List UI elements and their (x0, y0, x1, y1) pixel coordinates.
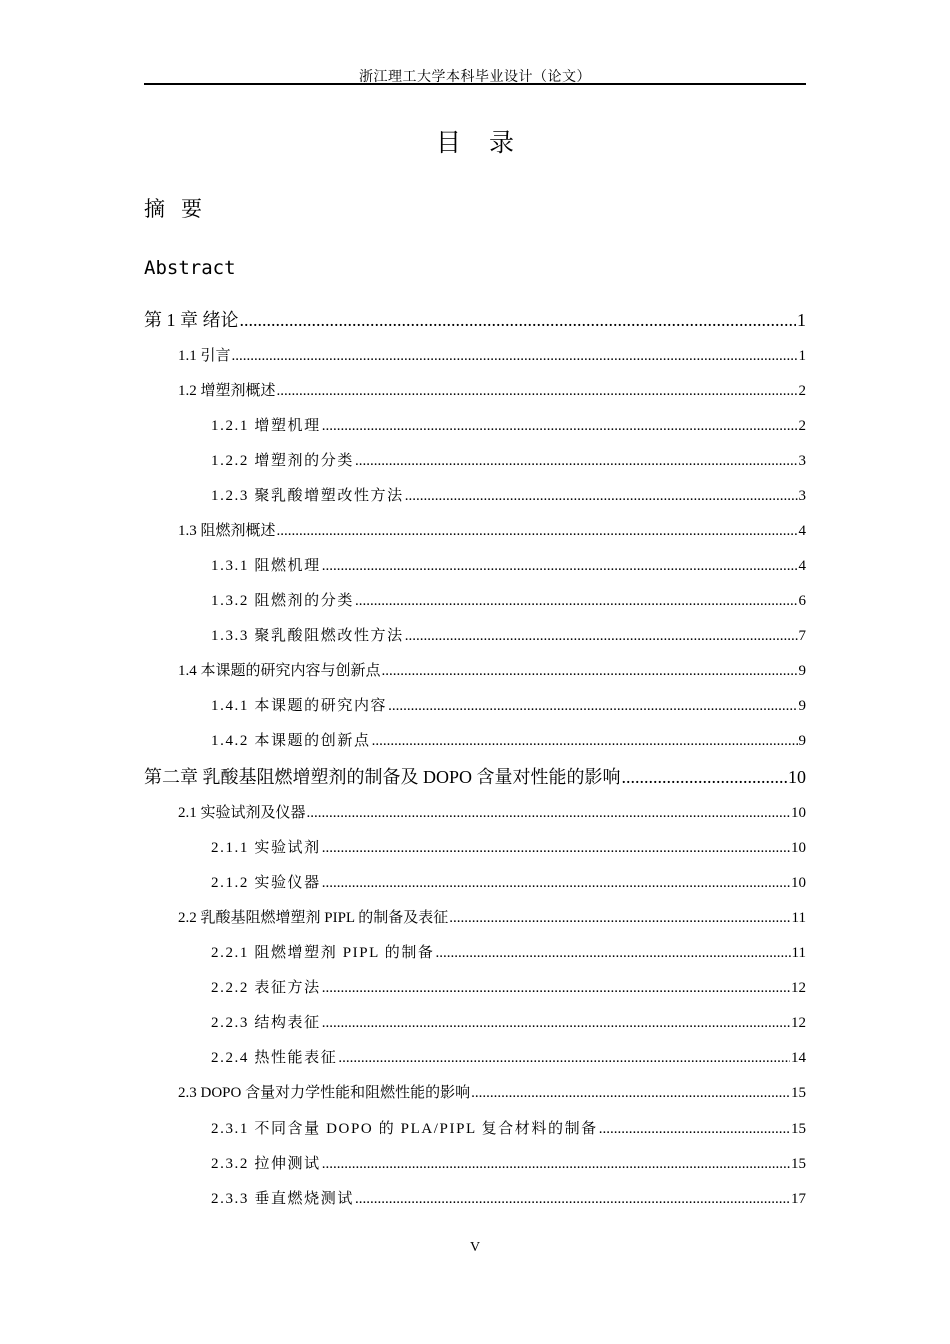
toc-abstract-cn[interactable]: 摘要 (144, 197, 218, 221)
toc-entry-title: 1.2.3 聚乳酸增塑改性方法 (211, 488, 404, 504)
header-rule (144, 83, 806, 85)
toc-entry-page: 4 (798, 558, 806, 574)
toc-entry-title: 1.3.3 聚乳酸阻燃改性方法 (211, 628, 404, 644)
toc-entry-page: 9 (798, 663, 806, 679)
toc-dot-leader (355, 593, 798, 610)
toc-entry[interactable] (211, 414, 806, 435)
toc-dot-leader (338, 1050, 790, 1067)
toc-entry[interactable] (178, 801, 806, 822)
toc-entry[interactable] (211, 624, 806, 645)
toc-dot-leader (232, 348, 798, 365)
toc-entry[interactable] (211, 554, 806, 575)
toc-dot-leader (436, 945, 791, 962)
toc-entry-title: 1.4.1 本课题的研究内容 (211, 698, 388, 714)
toc-entry-page: 10 (791, 875, 806, 891)
toc-entry[interactable] (178, 379, 806, 400)
toc-dot-leader (405, 628, 798, 645)
toc-entry[interactable] (211, 1011, 806, 1032)
toc-entry-title: 1.2 增塑剂概述 (178, 383, 276, 399)
toc-entry[interactable] (211, 1187, 806, 1208)
toc-entry-page: 11 (791, 945, 806, 961)
toc-dot-leader (322, 875, 790, 892)
toc-dot-leader (355, 453, 798, 470)
toc-entry[interactable] (211, 871, 806, 892)
toc-entry-title: 2.3 DOPO 含量对力学性能和阻燃性能的影响 (178, 1085, 471, 1101)
toc-entry-title: 2.2.2 表征方法 (211, 980, 321, 996)
toc-entry-title: 1.3.1 阻燃机理 (211, 558, 321, 574)
toc-entry-page: 3 (798, 453, 806, 469)
toc-entry[interactable] (211, 941, 806, 962)
toc-dot-leader (372, 733, 798, 750)
page-title: 目录 (435, 130, 542, 157)
toc-entry-page: 1 (797, 310, 806, 330)
toc-dot-leader (322, 1015, 790, 1032)
toc-entry-page: 2 (798, 383, 806, 399)
toc-entry-title: 第二章 乳酸基阻燃增塑剂的制备及 DOPO 含量对性能的影响 (144, 767, 621, 787)
page-number: V (469, 1240, 481, 1255)
toc-dot-leader (622, 767, 787, 788)
toc-entry-page: 17 (791, 1191, 806, 1207)
toc-entry-title: 2.3.3 垂直燃烧测试 (211, 1191, 354, 1207)
toc-entry-title: 第 1 章 绪论 (144, 310, 239, 330)
toc-entry-page: 7 (798, 628, 806, 644)
toc-entry-page: 14 (791, 1050, 806, 1066)
toc-entry[interactable] (178, 659, 806, 680)
toc-entry-title: 2.1.1 实验试剂 (211, 840, 321, 856)
toc-dot-leader (322, 418, 798, 435)
toc-dot-leader (322, 558, 798, 575)
toc-entry-page: 9 (798, 733, 806, 749)
toc-entry-page: 9 (798, 698, 806, 714)
toc-entry-page: 10 (788, 767, 806, 787)
toc-dot-leader (307, 805, 790, 822)
toc-entry[interactable] (211, 1046, 806, 1067)
toc-entry-page: 4 (798, 523, 806, 539)
toc-entry-title: 2.2.1 阻燃增塑剂 PIPL 的制备 (211, 945, 435, 961)
toc-entry-title: 1.4.2 本课题的创新点 (211, 733, 371, 749)
toc-entry-title: 1.1 引言 (178, 348, 231, 364)
toc-dot-leader (599, 1121, 790, 1138)
toc-dot-leader (471, 1085, 790, 1102)
toc-entry[interactable] (178, 344, 806, 365)
toc-entry-title: 1.3 阻燃剂概述 (178, 523, 276, 539)
toc-entry[interactable] (178, 519, 806, 540)
toc-entry-page: 6 (798, 593, 806, 609)
toc-dot-leader (388, 698, 797, 715)
toc-entry[interactable] (178, 906, 806, 927)
toc-entry-page: 11 (791, 910, 806, 926)
toc-entry-title: 2.1 实验试剂及仪器 (178, 805, 306, 821)
toc-entry-title: 2.1.2 实验仪器 (211, 875, 321, 891)
toc-entry-title: 2.2.3 结构表征 (211, 1015, 321, 1031)
toc-entry-title: 2.2.4 热性能表征 (211, 1050, 338, 1066)
toc-entry-title: 1.4 本课题的研究内容与创新点 (178, 663, 381, 679)
toc-entry[interactable] (211, 976, 806, 997)
toc-dot-leader (405, 488, 798, 505)
toc-entry[interactable] (211, 729, 806, 750)
toc-abstract-en[interactable]: Abstract (144, 257, 236, 279)
toc-entry-page: 15 (791, 1156, 806, 1172)
toc-dot-leader (322, 840, 790, 857)
toc-entry-page: 2 (798, 418, 806, 434)
toc-dot-leader (355, 1191, 790, 1208)
toc-entry-page: 15 (791, 1121, 806, 1137)
toc-entry[interactable] (211, 449, 806, 470)
toc-dot-leader (382, 663, 798, 680)
toc-dot-leader (240, 310, 797, 331)
toc-entry-title: 1.2.1 增塑机理 (211, 418, 321, 434)
toc-entry-page: 10 (791, 805, 806, 821)
toc-dot-leader (277, 383, 798, 400)
toc-dot-leader (322, 1156, 790, 1173)
toc-entry-title: 2.3.2 拉伸测试 (211, 1156, 321, 1172)
toc-entry-title: 1.2.2 增塑剂的分类 (211, 453, 354, 469)
toc-entry[interactable] (178, 1081, 806, 1102)
toc-entry-title: 1.3.2 阻燃剂的分类 (211, 593, 354, 609)
toc-entry[interactable] (211, 1152, 806, 1173)
toc-entry-page: 12 (791, 1015, 806, 1031)
toc-entry-page: 3 (798, 488, 806, 504)
running-header: 浙江理工大学本科毕业设计（论文） (359, 70, 591, 85)
toc-entry[interactable] (211, 1117, 806, 1138)
toc-entry[interactable] (211, 836, 806, 857)
toc-entry[interactable] (211, 484, 806, 505)
toc-entry[interactable] (144, 306, 806, 332)
toc-entry[interactable] (211, 694, 806, 715)
toc-dot-leader (277, 523, 798, 540)
toc-entry-page: 12 (791, 980, 806, 996)
toc-entry[interactable] (144, 763, 806, 789)
toc-entry[interactable] (211, 589, 806, 610)
toc-entry-title: 2.3.1 不同含量 DOPO 的 PLA/PIPL 复合材料的制备 (211, 1121, 598, 1137)
toc-entry-page: 1 (798, 348, 806, 364)
toc-entry-title: 2.2 乳酸基阻燃增塑剂 PIPL 的制备及表征 (178, 910, 449, 926)
toc-dot-leader (322, 980, 790, 997)
toc-dot-leader (449, 910, 790, 927)
toc-entry-page: 10 (791, 840, 806, 856)
toc-entry-page: 15 (791, 1085, 806, 1101)
